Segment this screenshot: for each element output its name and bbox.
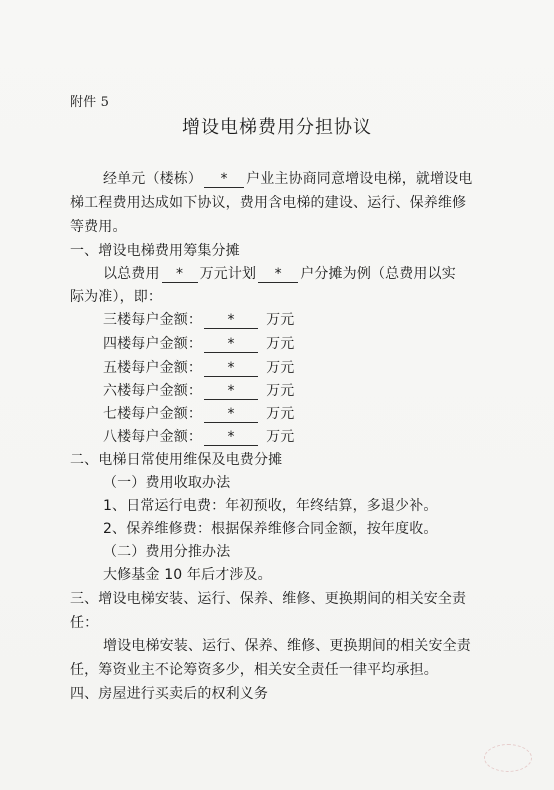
- intro-line-1: [103, 170, 472, 188]
- section-1-text-b: 万元计划: [199, 266, 257, 282]
- total-cost-blank: *: [162, 266, 198, 283]
- unit-blank: *: [204, 171, 244, 188]
- intro-text-before: 经单元（楼栋）: [103, 171, 203, 187]
- section-1-text-a: 以总费用: [103, 266, 160, 282]
- floor-amount-blank: *: [204, 429, 258, 446]
- document-title: 增设电梯费用分担协议: [182, 117, 372, 138]
- floor-4-row: [103, 335, 294, 353]
- households-blank: *: [258, 266, 298, 283]
- section-3-body-line-1: 增设电梯安装、运行、保养、维修、更换期间的相关安全责: [103, 638, 471, 654]
- section-4-heading: 四、房屋进行买卖后的权利义务: [70, 686, 269, 702]
- floor-amount-blank: *: [204, 383, 258, 400]
- floor-5-row: [103, 359, 294, 377]
- floor-label: 五楼每户金额：: [103, 360, 203, 376]
- section-1-para-line-2: 际为准），即：: [70, 289, 163, 305]
- section-2-item-2: 2、保养维修费：根据保养维修合同金额，按年度收。: [103, 521, 438, 537]
- floor-unit: 万元: [266, 336, 295, 352]
- floor-label: 八楼每户金额：: [103, 429, 203, 445]
- floor-unit: 万元: [266, 360, 295, 376]
- section-3-body-line-2: 任，筹资业主不论筹资多少，相关安全责任一律平均承担。: [70, 662, 438, 678]
- section-1-text-c: 户分摊为例（总费用以实: [300, 266, 456, 282]
- floor-label: 三楼每户金额：: [103, 312, 203, 328]
- floor-unit: 万元: [266, 429, 295, 445]
- floor-unit: 万元: [266, 406, 295, 422]
- floor-unit: 万元: [266, 383, 295, 399]
- floor-amount-blank: *: [204, 336, 258, 353]
- floor-3-row: [103, 311, 294, 329]
- floor-amount-blank: *: [204, 360, 258, 377]
- floor-7-row: [103, 405, 294, 423]
- section-3-heading-line-2: 任：: [70, 615, 99, 631]
- faint-stamp-mark: [484, 744, 532, 772]
- section-2-heading: 二、电梯日常使用维保及电费分摊: [70, 452, 283, 468]
- floor-8-row: [103, 428, 294, 446]
- attachment-label: 附件 5: [70, 95, 110, 110]
- section-2-sub-2: （二）费用分推办法: [103, 544, 231, 560]
- intro-line-3: 等费用。: [70, 219, 127, 235]
- floor-amount-blank: *: [204, 312, 258, 329]
- floor-label: 六楼每户金额：: [103, 383, 203, 399]
- floor-label: 七楼每户金额：: [103, 406, 203, 422]
- section-1-para-line-1: [103, 265, 456, 283]
- section-2-fund: 大修基金 10 年后才涉及。: [103, 567, 272, 583]
- section-3-heading-line-1: 三、增设电梯安装、运行、保养、维修、更换期间的相关安全责: [70, 591, 467, 607]
- section-1-heading: 一、增设电梯费用筹集分摊: [70, 243, 240, 259]
- floor-6-row: [103, 382, 294, 400]
- section-2-item-1: 1、日常运行电费：年初预收，年终结算，多退少补。: [103, 498, 438, 514]
- intro-line-2: 梯工程费用达成如下协议，费用含电梯的建设、运行、保养维修: [70, 195, 467, 211]
- floor-unit: 万元: [266, 312, 295, 328]
- floor-amount-blank: *: [204, 406, 258, 423]
- section-2-sub-1: （一）费用收取办法: [103, 475, 231, 491]
- floor-label: 四楼每户金额：: [103, 336, 203, 352]
- intro-text-after: 户业主协商同意增设电梯，就增设电: [246, 171, 473, 187]
